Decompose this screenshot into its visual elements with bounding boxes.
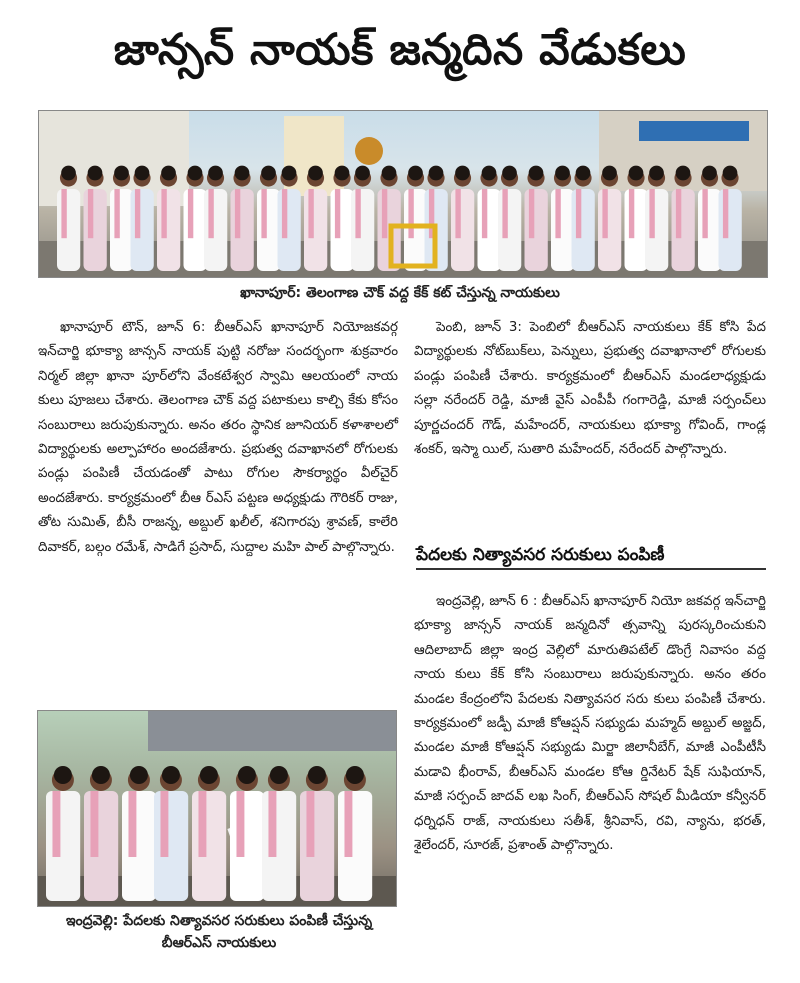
pink-scarf (555, 189, 560, 238)
person-silhouette (338, 791, 372, 901)
pink-scarf (408, 189, 413, 238)
person-hair (200, 766, 218, 784)
person-silhouette (698, 189, 721, 271)
person-hair (208, 166, 223, 181)
pink-scarf (52, 791, 60, 857)
pink-scarf (188, 189, 193, 238)
person-hair (602, 166, 617, 181)
person-silhouette (157, 189, 180, 271)
person-hair (282, 166, 297, 181)
person-silhouette (551, 189, 574, 271)
person-hair (188, 166, 203, 181)
pink-scarf (344, 791, 352, 857)
person-silhouette (110, 189, 133, 271)
person-silhouette (300, 791, 334, 901)
person-silhouette (498, 189, 521, 271)
subheading: పేదలకు నిత్యావసర సరుకులు పంపిణీ (416, 542, 766, 570)
person-hair (308, 766, 326, 784)
person-hair (135, 166, 150, 181)
pink-scarf (114, 189, 119, 238)
article-right-bottom (414, 590, 766, 858)
person-hair (429, 166, 444, 181)
person-silhouette (231, 189, 254, 271)
pink-scarf (676, 189, 681, 238)
person-silhouette (192, 791, 226, 901)
person-hair (649, 166, 664, 181)
person-hair (723, 166, 738, 181)
photo-crowd-illustration (39, 111, 767, 277)
pink-scarf (268, 791, 276, 857)
article-left-paragraph: ఖానాపూర్ టౌన్, జూన్ 6: బీఆర్ఎస్ ఖానాపూర్ నియోజకవర్గ ఇన్‌చార్జి భూక్యా జాన్సన్ నాయక్ పుట్టి నరోజు సందర్భంగా శుక్రవారం నిర్మల్ జిల్లా ఖానా పూర్‌లోని వేంకటేశ్వర స్వామి ఆలయంలో నాయ కులు పూజలు చేశారు. తెలంగాణ చౌక్ వద్ద పటాకులు కాల్చి కేకు కోసం సంబురాలు జరుపుకున్నారు. అనం తరం స్థానిక జూనియర్ కళాశాలలో విద్యార్థులకు అల్పాహారం అందజేశారు. ప్రభుత్వ దవాఖానలో రోగులకు పండ్లు పంపిణీ చేయడంతో పాటు రోగుల సౌకర్యార్థం వీల్‌చైర్ అందజేశారు. కార్యక్రమంలో బీఆ ర్ఎస్ పట్టణ అధ్యక్షుడు గౌరికర్ రాజు, తోట సుమిత్, బీసీ రాజన్న, అబ్దుల్ ఖలీల్, శనిగారపు శ్రావణ్, కాలేరి దివాకర్, బల్గం రమేశ్, సాడిగే ప్రసాద్, సుద్దాల మహి పాల్ పాల్గొన్నారు. (38, 320, 398, 555)
photo2-caption: ఇంద్రవెల్లి: పేదలకు నిత్యావసర సరుకులు పంపిణీ చేస్తున్న బీఆర్ఎస్ నాయకులు (65, 913, 373, 951)
person-silhouette (598, 189, 621, 271)
pink-scarf (629, 189, 634, 238)
person-silhouette (625, 189, 648, 271)
pink-scarf (208, 189, 213, 238)
person-silhouette (351, 189, 374, 271)
person-hair (455, 166, 470, 181)
person-hair (335, 166, 350, 181)
person-hair (382, 166, 397, 181)
pink-scarf (355, 189, 360, 238)
person-silhouette (278, 189, 301, 271)
person-silhouette (672, 189, 695, 271)
pink-scarf (649, 189, 654, 238)
person-silhouette (46, 791, 80, 901)
pink-scarf (282, 189, 287, 238)
person-hair (130, 766, 148, 784)
person-hair (238, 766, 256, 784)
person-silhouette (451, 189, 474, 271)
person-hair (702, 166, 717, 181)
pink-scarf (235, 189, 240, 238)
person-silhouette (331, 189, 354, 271)
person-hair (92, 766, 110, 784)
person-hair (576, 166, 591, 181)
headline: జాన్సన్ నాయక్ జన్మదిన వేడుకలు (113, 25, 687, 75)
person-hair (502, 166, 517, 181)
person-hair (555, 166, 570, 181)
pink-scarf (455, 189, 460, 238)
group-photo-cake-cutting (38, 110, 768, 278)
pink-scarf (576, 189, 581, 238)
person-silhouette (154, 791, 188, 901)
person-hair (270, 766, 288, 784)
person-hair (408, 166, 423, 181)
person-silhouette (572, 189, 595, 271)
article-right-top-paragraph: పెంబి, జూన్ 3: పెంబిలో బీఆర్ఎస్ నాయకులు కేక్ కోసి పేద విద్యార్థులకు నోట్‌బుక్‌లు, పెన్నులు, ప్రభుత్వ దవాఖానాలో రోగులకు పండ్లు పంపిణీ చేశారు. కార్యక్రమంలో బీఆర్ఎస్ మండలాధ్యక్షుడు సల్లా నరేందర్ రెడ్డి, మాజీ వైస్ ఎంపీపీ గంగారెడ్డి, మాజీ సర్పంచ్‌లు పూర్ణచందర్ గౌడ్, మహేందర్, నాయకులు భూక్యా గోవింద్, గాండ్ల శంకర్, ఇస్మా యిల్, సుతారి మహేందర్, నరేందర్ పాల్గొన్నారు. (414, 320, 766, 458)
photo-distribution-illustration (38, 711, 396, 906)
person-hair (355, 166, 370, 181)
person-silhouette (525, 189, 548, 271)
pink-scarf (160, 791, 168, 857)
person-silhouette (57, 189, 80, 271)
person-silhouette (257, 189, 280, 271)
person-silhouette (478, 189, 501, 271)
person-hair (54, 766, 72, 784)
person-silhouette (262, 791, 296, 901)
group-photo-distribution (37, 710, 397, 907)
pink-scarf (90, 791, 98, 857)
pink-scarf (135, 189, 140, 238)
person-hair (61, 166, 76, 181)
article-right-bottom-paragraph: ఇంద్రవెల్లి, జూన్ 6 : బీఆర్ఎస్ ఖానాపూర్ నియో జకవర్గ ఇన్‌చార్జి భూక్యా జాన్సన్ నాయక్ జన్మదినో త్సవాన్ని పురస్కరించుకుని ఆదిలాబాద్ జిల్లా ఇంద్ర వెల్లిలో మారుతిపటేల్ డొంగ్రే నివాసం వద్ద నాయ కులు కేక్ కోసి సంబురాలు జరుపుకున్నారు. అనం తరం మండల కేంద్రంలోని పేదలకు నిత్యావసర సరు కులు పంపిణీ చేశారు. కార్యక్రమంలో జడ్పీ మాజీ కోఆప్షన్ సభ్యుడు మహ్మద్ అబ్దుల్ అజ్జద్, మండల మాజీ కోఆప్షన్ సభ్యుడు మిర్జా జిలానీబేగ్, మాజీ ఎంపీటీసీ మడావి భీంరావ్, బీఆర్ఎస్ మండల కోఆ ర్డినేటర్ షేక్ సుఫియాన్, మాజీ సర్పంచ్ జాదవ్ లఖ సింగ్, బీఆర్ఎస్ సోషల్ మీడియా కన్వీనర్ ధర్నిధన్ రాజ్, నాయకులు సతీశ్, శ్రీనివాస్, రవి, న్యాను, భరత్, శైలేందర్, సూరజ్, ప్రశాంత్ పాల్గొన్నారు. (414, 594, 766, 854)
person-hair (482, 166, 497, 181)
person-hair (629, 166, 644, 181)
pink-scarf (128, 791, 136, 857)
person-hair (162, 766, 180, 784)
pink-scarf (261, 189, 266, 238)
person-silhouette (404, 189, 427, 271)
person-hair (529, 166, 544, 181)
pink-scarf (382, 189, 387, 238)
person-silhouette (84, 189, 107, 271)
pink-scarf (529, 189, 534, 238)
person-hair (308, 166, 323, 181)
pink-scarf (61, 189, 66, 238)
pink-scarf (702, 189, 707, 238)
person-hair (114, 166, 129, 181)
person-silhouette (204, 189, 227, 271)
article-right-top (414, 316, 766, 462)
pink-scarf (502, 189, 507, 238)
person-hair (88, 166, 103, 181)
person-silhouette (719, 189, 742, 271)
person-silhouette (131, 189, 154, 271)
person-silhouette (230, 791, 264, 901)
pink-scarf (482, 189, 487, 238)
pink-scarf (88, 189, 93, 238)
pink-scarf (306, 791, 314, 857)
person-silhouette (84, 791, 118, 901)
person-hair (235, 166, 250, 181)
person-hair (161, 166, 176, 181)
article-left (38, 316, 398, 560)
person-silhouette (184, 189, 207, 271)
person-silhouette (122, 791, 156, 901)
pink-scarf (602, 189, 607, 238)
pink-scarf (335, 189, 340, 238)
person-hair (676, 166, 691, 181)
pink-scarf (723, 189, 728, 238)
photo1-caption: ఖానాపూర్: తెలంగాణ చౌక్ వద్ద కేక్ కట్ చేస్తున్న నాయకులు (240, 285, 560, 301)
pink-scarf (308, 189, 313, 238)
pink-scarf (198, 791, 206, 857)
person-silhouette (645, 189, 668, 271)
pink-scarf (236, 791, 244, 857)
person-hair (346, 766, 364, 784)
person-hair (261, 166, 276, 181)
pink-scarf (161, 189, 166, 238)
person-silhouette (304, 189, 327, 271)
